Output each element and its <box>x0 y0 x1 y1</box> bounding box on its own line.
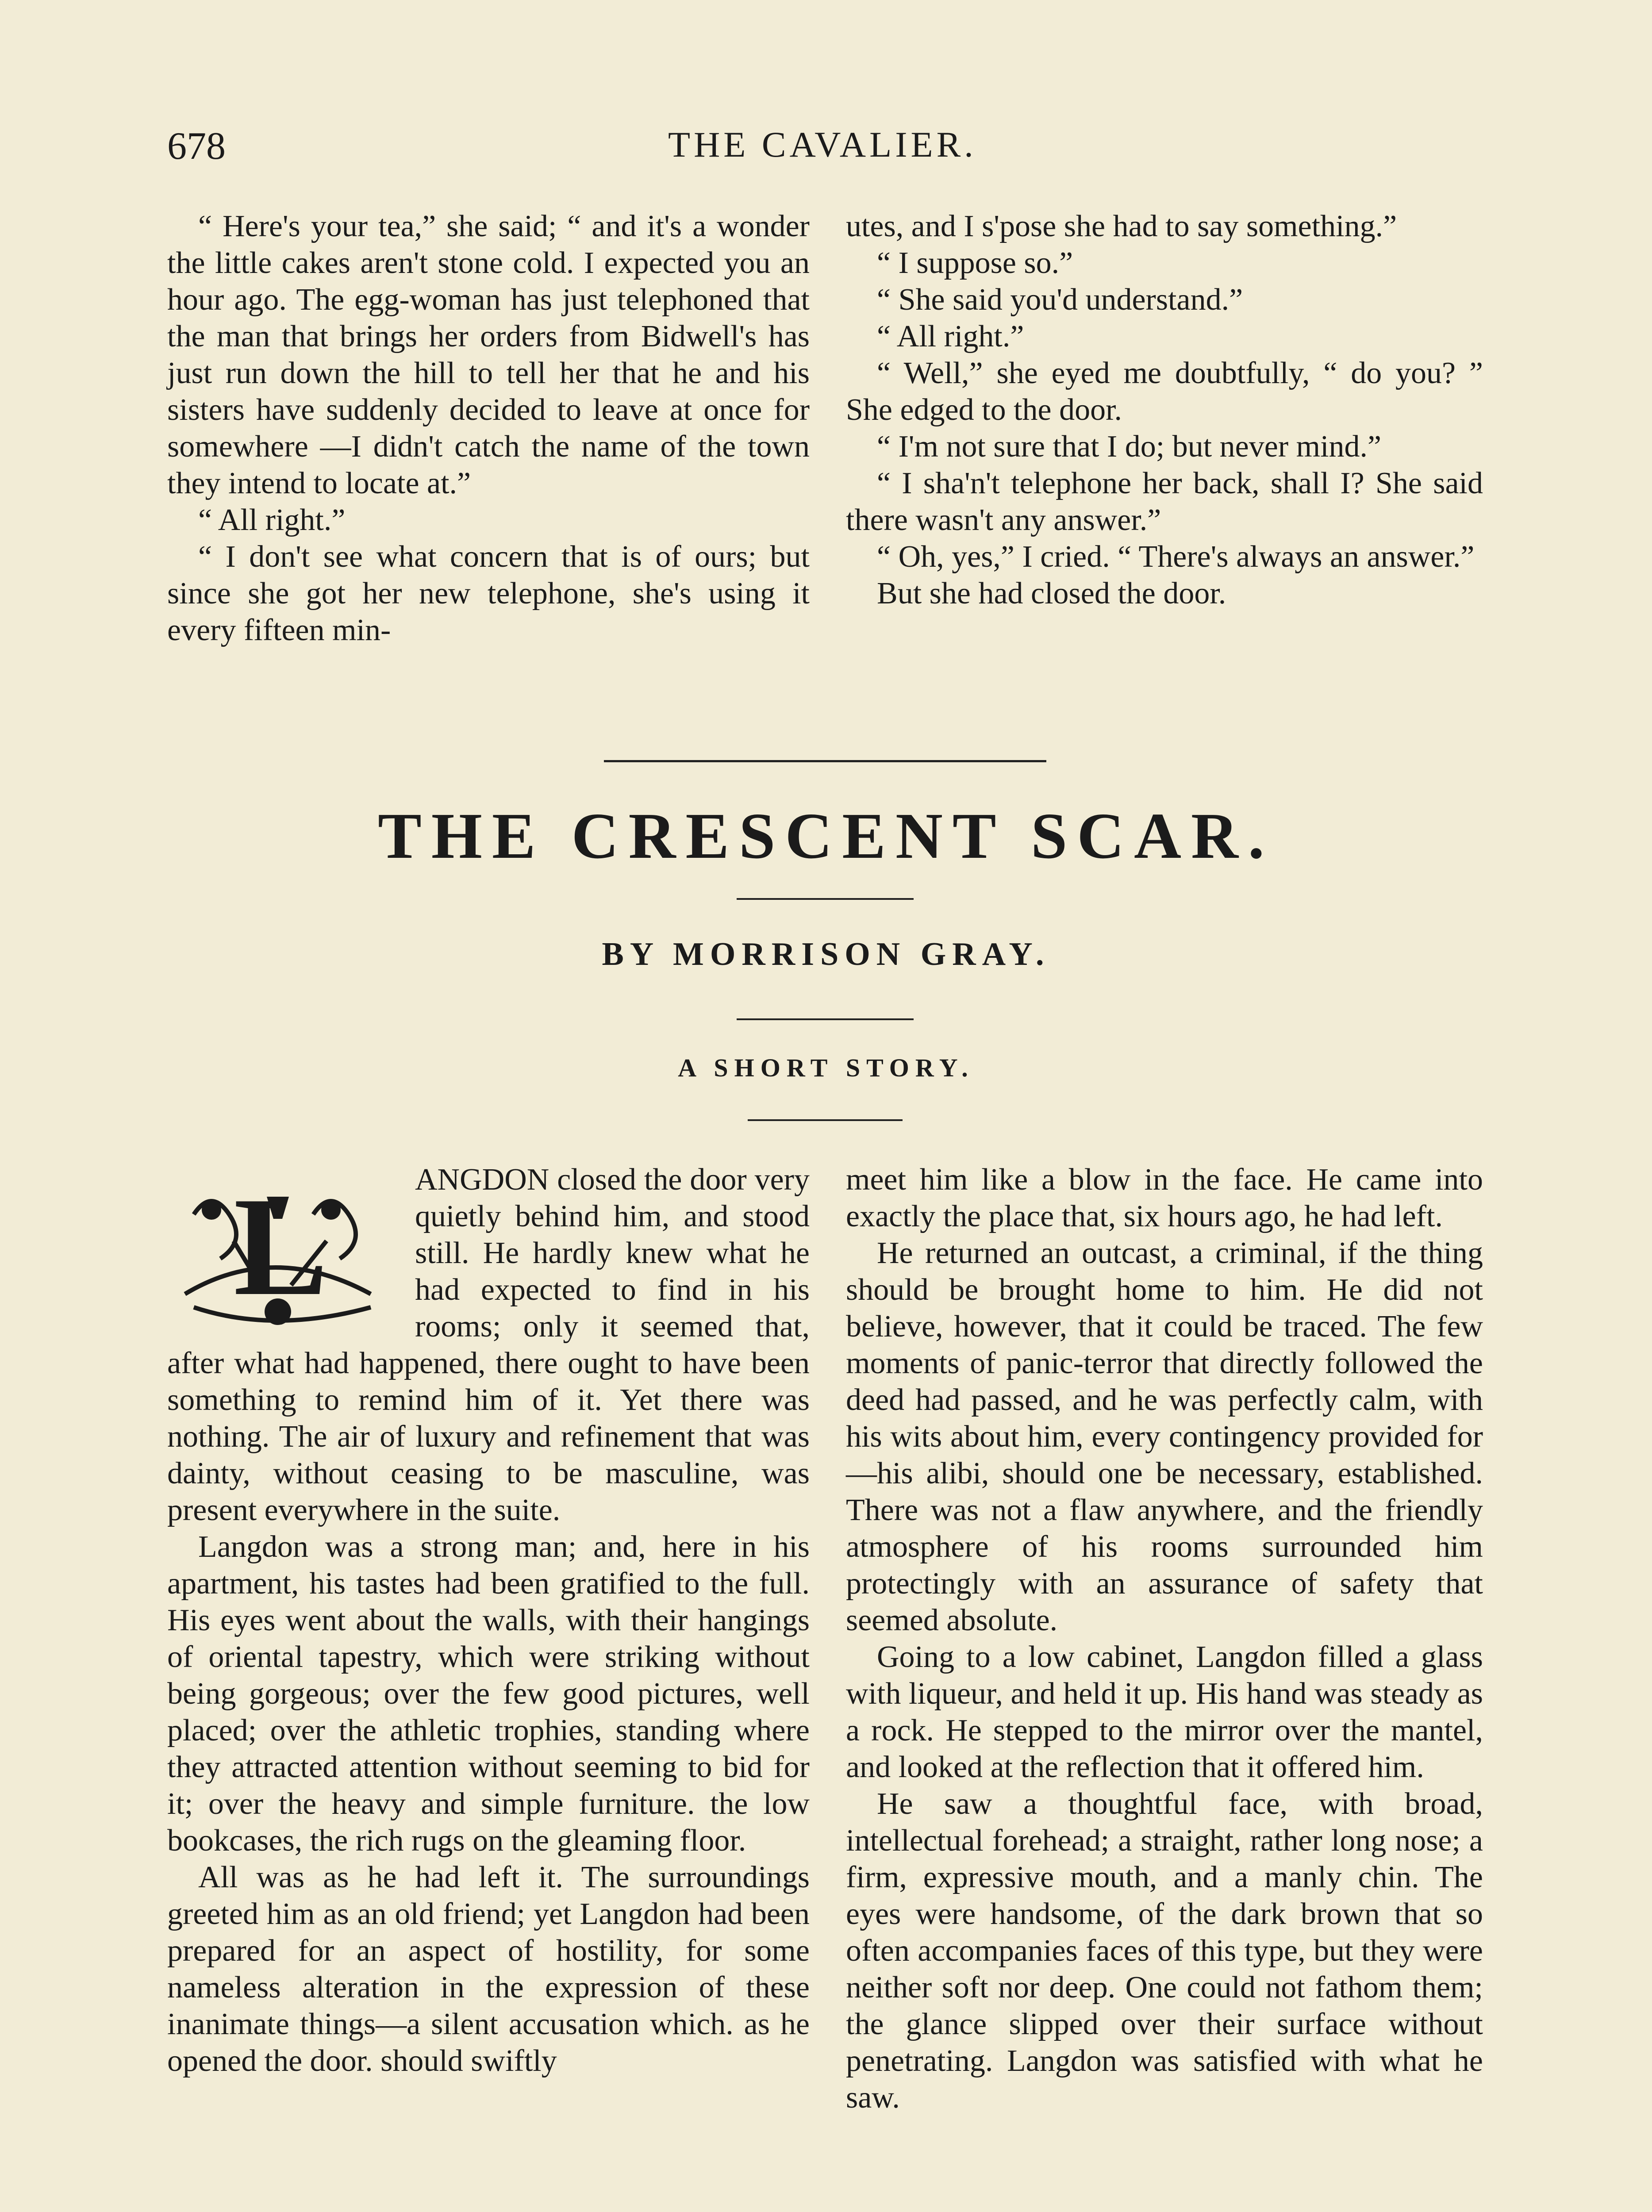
paragraph: “ I'm not sure that I do; but never mind.” <box>877 430 1382 464</box>
paragraph: utes, and I s'pose she had to say something.” <box>846 209 1397 243</box>
drop-cap-letter: L <box>234 1168 328 1325</box>
paragraph: “ Well,” she eyed me doubtfully, “ do you? ” She edged to the door. <box>846 356 1483 427</box>
byline-rule <box>737 1018 914 1020</box>
paragraph: He saw a thoughtful face, with broad, intellectual forehead; a straight, rather long nose; a firm, expressive mouth, and a manly chin. The eyes were handsome, of the dark brown that so often accompanies faces of this type, but they were neither soft nor deep. One could not fathom them; the glance slipped over their surface without penetrating. Langdon was satisfied with what he saw. <box>846 1787 1483 2115</box>
subhead: A SHORT STORY. <box>678 1053 974 1082</box>
drop-cap-icon <box>167 1161 406 1338</box>
paragraph: “ I suppose so.” <box>877 246 1073 280</box>
paragraph: But she had closed the door. <box>877 576 1226 611</box>
paragraph: “ I don't see what concern that is of ours; but since she got her new telephone, she's using it every fifteen min- <box>167 540 810 647</box>
prev-story-left-column <box>167 208 810 649</box>
paragraph: “ All right.” <box>877 319 1024 353</box>
paragraph: All was as he had left it. The surroundings greeted him as an old friend; yet Langdon had been prepared for an aspect of hostility, for some nameless alteration in the expression of these inanimate things—a silent accusation which. as he opened the door. should swiftly <box>167 1860 810 2078</box>
paragraph: “ Here's your tea,” she said; “ and it's a wonder the little cakes aren't stone cold. I expected you an hour ago. The egg-woman has just telephoned that the man that brings her orders from Bidwell's has just run down the hill to tell her that he and his sisters have suddenly decided to leave at once for somewhere —I didn't catch the name of the town they intend to locate at.” <box>167 209 810 500</box>
byline: BY MORRISON GRAY. <box>602 936 1050 972</box>
title-rule <box>737 898 914 900</box>
running-head: THE CAVALIER. <box>668 124 977 165</box>
paragraph: ANGDON closed the door very quietly behind him, and stood still. He hardly knew what he had expected to find in his rooms; only it seemed that, after what had happened, there ought to have been something to remind him of it. Yet there was nothing. The air of luxury and refinement that was dainty, without ceasing to be masculine, was present everywhere in the suite. <box>167 1163 810 1527</box>
paragraph: “ Oh, yes,” I cried. “ There's always an answer.” <box>877 540 1475 574</box>
story-title: THE CRESCENT SCAR. <box>378 800 1274 872</box>
story-right-column <box>846 1161 1483 2116</box>
drop-cap-ornament <box>167 1161 406 1338</box>
section-divider <box>604 760 1046 762</box>
paragraph: “ All right.” <box>198 503 346 537</box>
paragraph: Going to a low cabinet, Langdon filled a glass with liqueur, and held it up. His hand was steady as a rock. He stepped to the mirror over the mantel, and looked at the reflection that it offered him. <box>846 1640 1483 1784</box>
paragraph: He returned an outcast, a criminal, if the thing should be brought home to him. He did not believe, however, that it could be traced. The few moments of panic-terror that directly followed the deed had passed, and he was perfectly calm, with his wits about him, every contingency provided for—his alibi, should one be necessary, established. There was not a flaw anywhere, and the friendly atmosphere of his rooms surrounded him protectingly with an assurance of safety that seemed absolute. <box>846 1236 1483 1637</box>
subhead-rule <box>748 1119 903 1121</box>
paragraph: “ She said you'd understand.” <box>877 283 1243 317</box>
paragraph: “ I sha'n't telephone her back, shall I? She said there wasn't any answer.” <box>846 466 1483 537</box>
paragraph: meet him like a blow in the face. He came into exactly the place that, six hours ago, he had left. <box>846 1163 1483 1233</box>
page-number: 678 <box>167 125 226 168</box>
prev-story-right-column <box>846 208 1483 612</box>
story-left-column <box>167 1161 810 2079</box>
paragraph: Langdon was a strong man; and, here in his apartment, his tastes had been gratified to the full. His eyes went about the walls, with their hangings of oriental tapestry, which were striking without being gorgeous; over the few good pictures, well placed; over the athletic trophies, standing where they attracted attention without seeming to bid for it; over the heavy and simple furniture. the low bookcases, the rich rugs on the gleaming floor. <box>167 1530 810 1858</box>
